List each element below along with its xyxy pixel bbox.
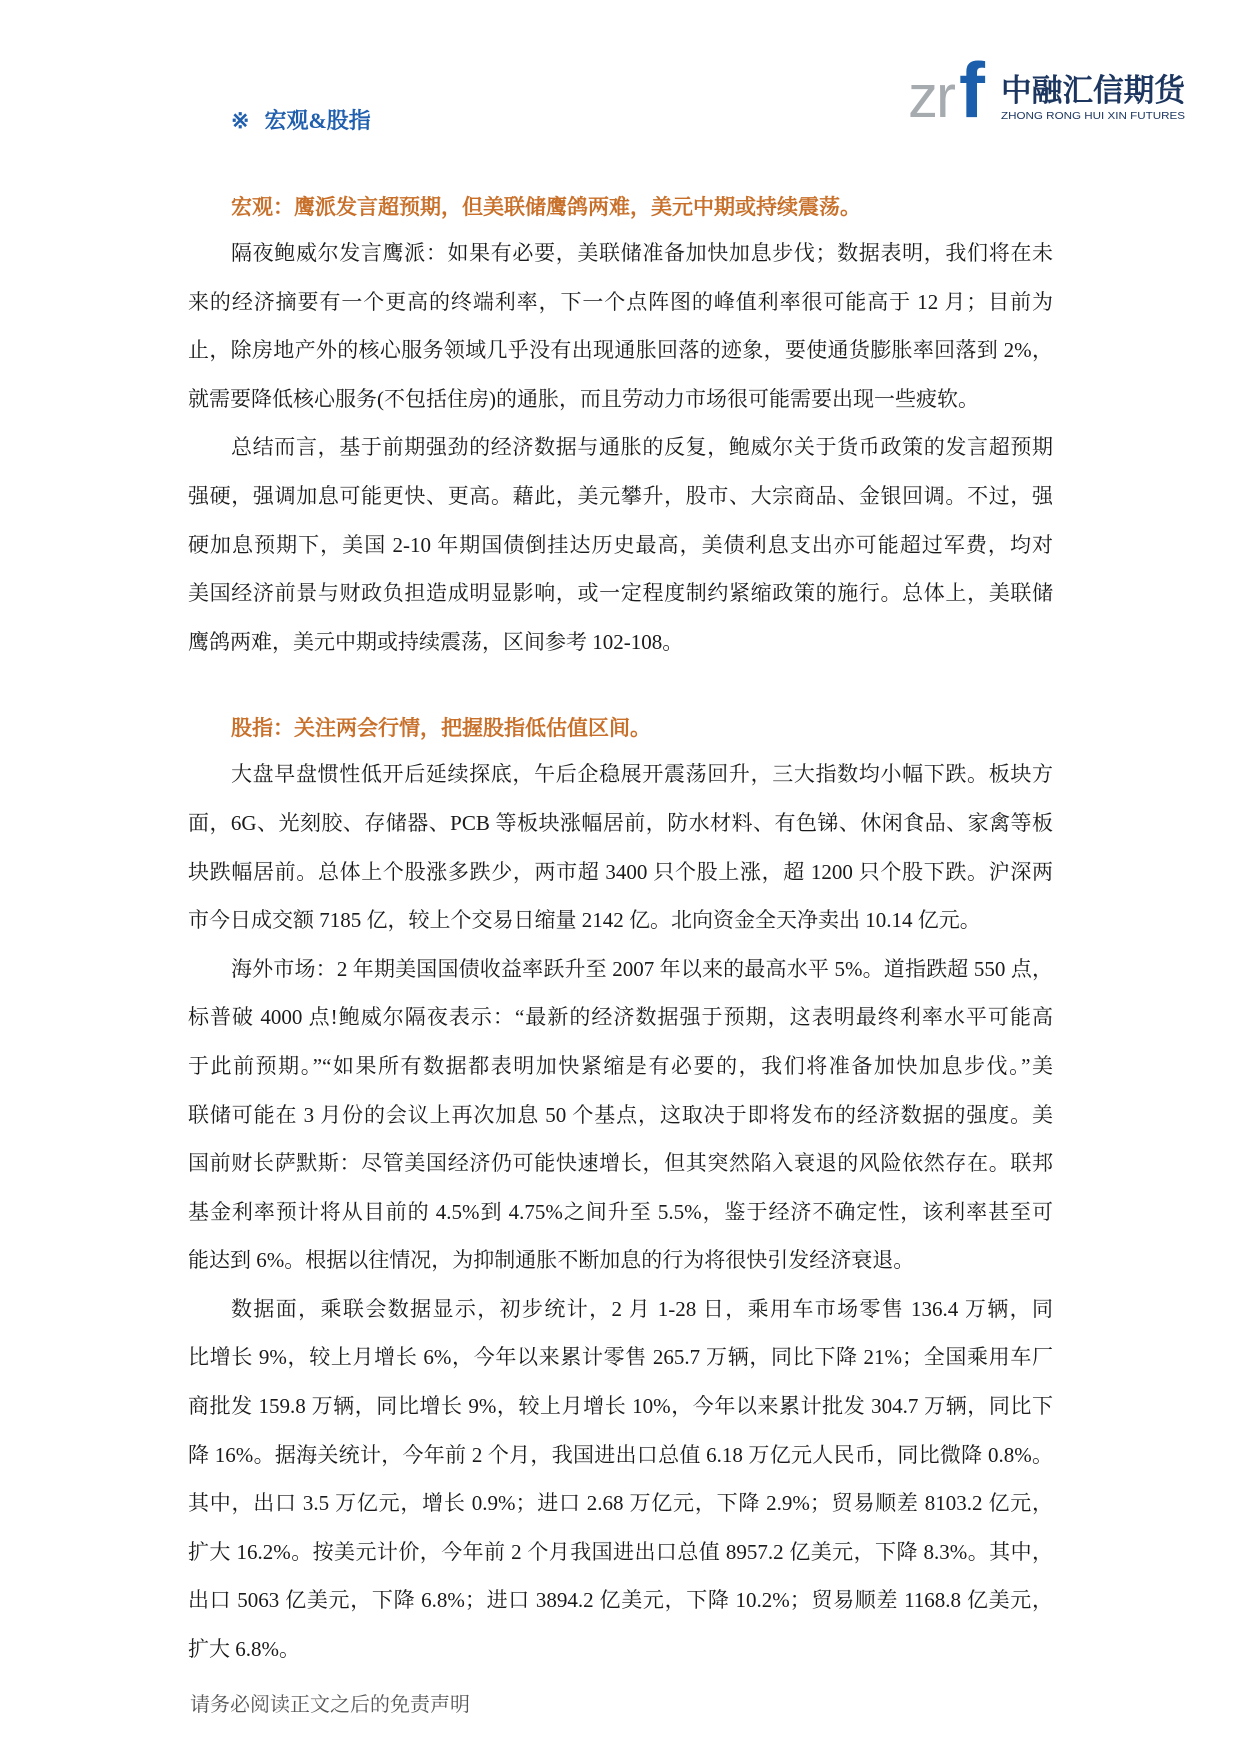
paragraph bbox=[188, 1285, 1053, 1674]
section-title bbox=[231, 106, 371, 136]
paragraph-line: 数据面，乘联会数据显示，初步统计，2 月 1-28 日，乘用车市场零售 136.4 万辆，同 bbox=[231, 1296, 1053, 1321]
paragraph-line: 硬加息预期下，美国 2-10 年期国债倒挂达历史最高，美债利息支出亦可能超过军费，均对 bbox=[188, 532, 1053, 557]
paragraph-line: 扩大 16.2%。按美元计价，今年前 2 个月我国进出口总值 8957.2 亿美元，下降 8.3%。其中， bbox=[188, 1539, 1053, 1564]
company-logo bbox=[900, 55, 1200, 125]
paragraph-line: 美国经济前景与财政负担造成明显影响，或一定程度制约紧缩政策的施行。总体上，美联储 bbox=[188, 581, 1053, 606]
logo-name-en: ZHONG RONG HUI XIN FUTURES bbox=[1001, 111, 1186, 122]
section-marker: ※ bbox=[231, 108, 250, 133]
paragraph-line: 就需要降低核心服务(不包括住房)的通胀，而且劳动力市场很可能需要出现一些疲软。 bbox=[188, 386, 979, 411]
paragraph-line: 块跌幅居前。总体上个股涨多跌少，两市超 3400 只个股上涨，超 1200 只个股下跌。沪深两 bbox=[188, 859, 1053, 884]
paragraph-line: 鹰鸽两难，美元中期或持续震荡，区间参考 102-108。 bbox=[188, 629, 684, 654]
section-title-text: 宏观&股指 bbox=[264, 108, 371, 133]
paragraph-line: 面，6G、光刻胶、存储器、PCB 等板块涨幅居前，防水材料、有色锑、休闲食品、家禽等板 bbox=[188, 810, 1053, 835]
logo-mark-letters: zr bbox=[908, 63, 954, 125]
disclaimer-footer: 请务必阅读正文之后的免责声明 bbox=[190, 1694, 470, 1716]
paragraph-line: 比增长 9%，较上月增长 6%，今年以来累计零售 265.7 万辆，同比下降 21%；全国乘用车厂 bbox=[188, 1345, 1053, 1370]
paragraph-line: 来的经济摘要有一个更高的终端利率，下一个点阵图的峰值利率很可能高于 12 月；目前为 bbox=[188, 289, 1053, 314]
paragraph-line: 国前财长萨默斯：尽管美国经济仍可能快速增长，但其突然陷入衰退的风险依然存在。联邦 bbox=[188, 1151, 1053, 1176]
paragraph-line: 强硬，强调加息可能更快、更高。藉此，美元攀升，股市、大宗商品、金银回调。不过，强 bbox=[188, 483, 1053, 508]
paragraph-line: 能达到 6%。根据以往情况，为抑制通胀不断加息的行为将很快引发经济衰退。 bbox=[188, 1248, 915, 1273]
paragraph-line: 联储可能在 3 月份的会议上再次加息 50 个基点，这取决于即将发布的经济数据的强度。美 bbox=[188, 1102, 1053, 1127]
logo-name-cn: 中融汇信期货 bbox=[1001, 73, 1187, 108]
paragraph-line: 出口 5063 亿美元，下降 6.8%；进口 3894.2 亿美元，下降 10.2%；贸易顺差 1168.8 亿美元， bbox=[188, 1588, 1053, 1613]
paragraph-line: 商批发 159.8 万辆，同比增长 9%，较上月增长 10%，今年以来累计批发 304.7 万辆，同比下 bbox=[188, 1394, 1053, 1419]
paragraph-line: 总结而言，基于前期强劲的经济数据与通胀的反复，鲍威尔关于货币政策的发言超预期 bbox=[231, 435, 1053, 460]
logo-mark-f: f bbox=[959, 55, 985, 125]
paragraph-line: 止，除房地产外的核心服务领域几乎没有出现通胀回落的迹象，要使通货膨胀率回落到 2%， bbox=[188, 338, 1053, 363]
paragraph-line: 基金利率预计将从目前的 4.5%到 4.75%之间升至 5.5%，鉴于经济不确定性，该利率甚至可 bbox=[188, 1199, 1053, 1224]
equity-heading: 股指：关注两会行情，把握股指低估值区间。 bbox=[231, 716, 651, 741]
paragraph bbox=[188, 945, 1053, 1285]
paragraph-line: 降 16%。据海关统计，今年前 2 个月，我国进出口总值 6.18 万亿元人民币，同比微降 0.8%。 bbox=[188, 1442, 1053, 1467]
paragraph-line: 于此前预期。”“如果所有数据都表明加快紧缩是有必要的，我们将准备加快加息步伐。”美 bbox=[188, 1053, 1053, 1078]
paragraph-line: 海外市场：2 年期美国国债收益率跃升至 2007 年以来的最高水平 5%。道指跌超 550 点， bbox=[231, 956, 1053, 981]
paragraph-line: 隔夜鲍威尔发言鹰派：如果有必要，美联储准备加快加息步伐；数据表明，我们将在未 bbox=[231, 241, 1053, 265]
paragraph bbox=[188, 750, 1053, 944]
paragraph bbox=[188, 423, 1053, 666]
report-body bbox=[188, 185, 1053, 1674]
paragraph bbox=[188, 229, 1053, 423]
paragraph-line: 市今日成交额 7185 亿，较上个交易日缩量 2142 亿。北向资金全天净卖出 10.14 亿元。 bbox=[188, 908, 981, 933]
macro-heading: 宏观：鹰派发言超预期，但美联储鹰鸽两难，美元中期或持续震荡。 bbox=[231, 195, 861, 219]
paragraph-line: 标普破 4000 点!鲍威尔隔夜表示：“最新的经济数据强于预期，这表明最终利率水平可能高 bbox=[188, 1005, 1053, 1030]
paragraph-line: 其中，出口 3.5 万亿元，增长 0.9%；进口 2.68 万亿元，下降 2.9%；贸易顺差 8103.2 亿元， bbox=[188, 1491, 1053, 1516]
paragraph-line: 大盘早盘惯性低开后延续探底，午后企稳展开震荡回升，三大指数均小幅下跌。板块方 bbox=[231, 762, 1053, 787]
paragraph-line: 扩大 6.8%。 bbox=[188, 1637, 300, 1662]
